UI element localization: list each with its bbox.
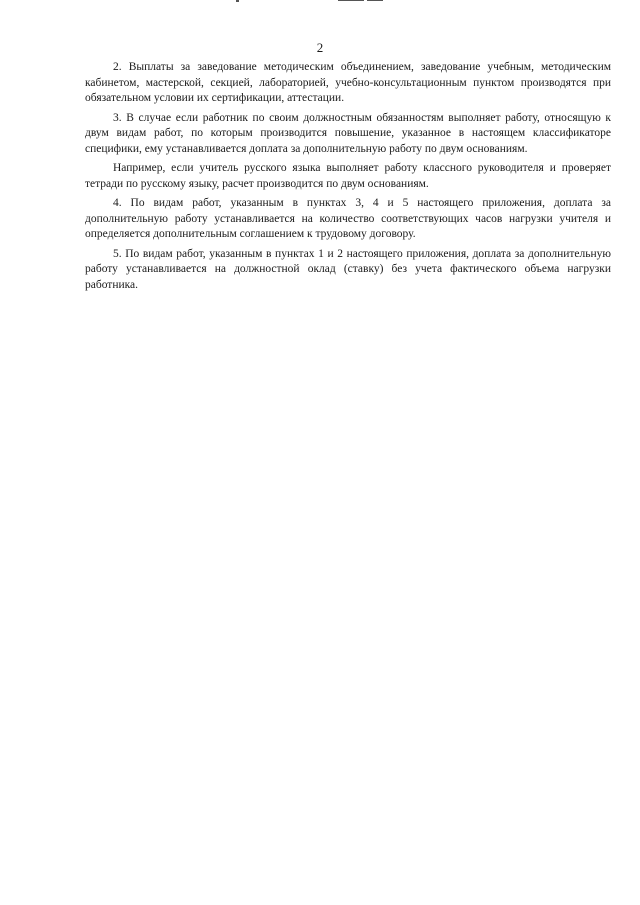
header-rule — [367, 0, 383, 1]
paragraph-item-4: 4. По видам работ, указанным в пунктах 3, 4 и 5 настоящего приложения, доплата за дополнительную работу устанавливается на количество соответствующих часов нагрузки учителя и определяется дополнительным соглашением к трудовому договору. — [85, 197, 611, 240]
header-rule — [338, 0, 364, 1]
paragraph-item-5: 5. По видам работ, указанным в пунктах 1 и 2 настоящего приложения, доплата за дополнительную работу устанавливается на должностной оклад (ставку) без учета фактического объема нагрузки работника. — [85, 247, 611, 291]
scan-mark — [236, 0, 239, 2]
paragraph-item-3: 3. В случае если работник по своим должностным обязанностям выполняет работу, относящую к двум видам работ, по которым производится повышение, указанное в настоящем классификаторе специфики, ему устанавливается доплата за дополнительную работу по двум основаниям. — [85, 111, 611, 155]
paragraph-item-2: 2. Выплаты за заведование методическим объединением, заведование учебным, методическим кабинетом, мастерской, секцией, лабораторией, учебно-консультационным пунктом производятся при обязательном условии их сертификации, аттестации. — [85, 61, 611, 104]
document-body — [85, 60, 611, 293]
paragraph-example: Например, если учитель русского языка выполняет работу классного руководителя и проверяет тетради по русскому языку, расчет производится по двум основаниям. — [85, 162, 611, 190]
page-number: 2 — [316, 40, 324, 55]
